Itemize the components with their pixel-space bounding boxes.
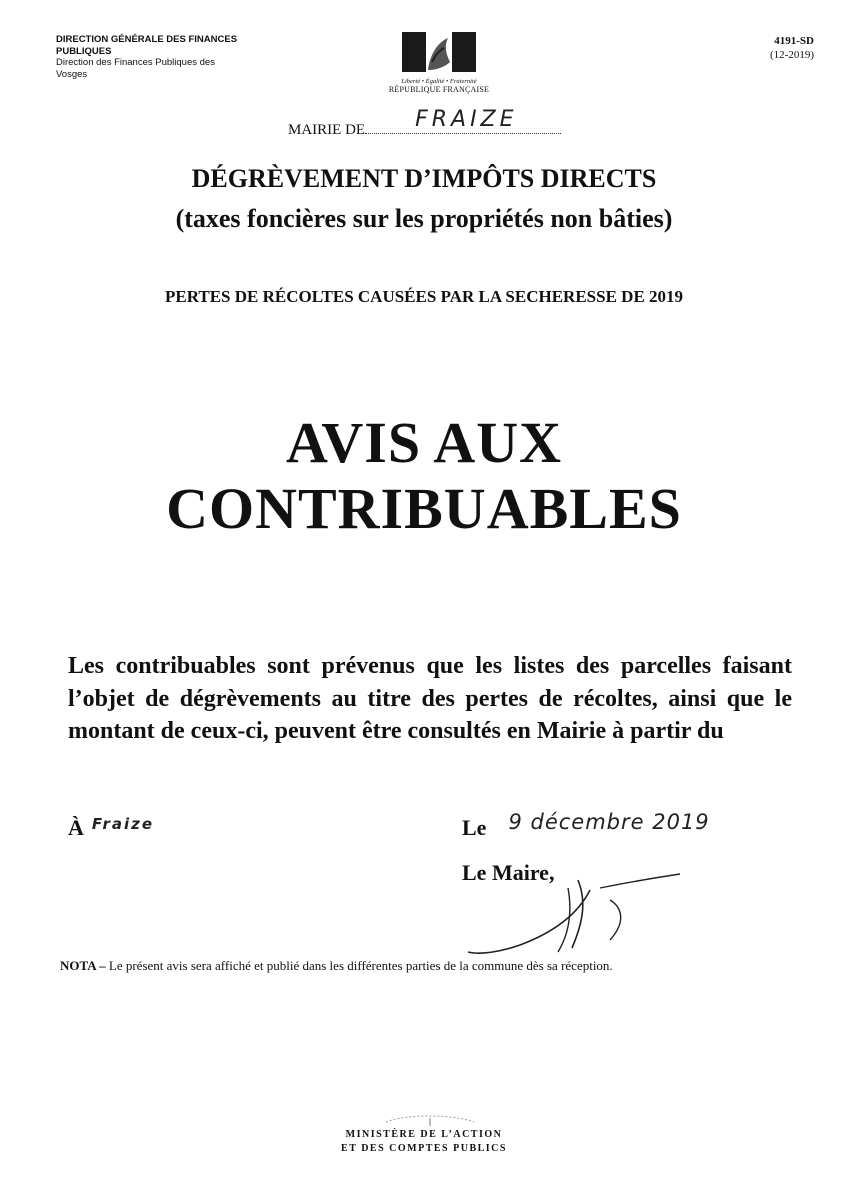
ministry-footer	[0, 1128, 848, 1156]
avis-heading-line-1: AVIS AUX	[285, 410, 563, 475]
date-handwritten: 9 décembre 2019	[508, 810, 710, 834]
mayor-label: Le Maire,	[462, 860, 555, 885]
document-title: DÉGRÈVEMENT D’IMPÔTS DIRECTS	[191, 164, 657, 193]
org-sub-line-2: Vosges	[56, 68, 88, 80]
document-subtitle: PERTES DE RÉCOLTES CAUSÉES PAR LA SECHERESSE DE 2019	[164, 287, 684, 306]
ministry-mark-icon	[382, 1110, 478, 1128]
ministry-footer-line-2: ET DES COMPTES PUBLICS	[341, 1143, 507, 1154]
commune-handwritten: FRAIZE	[415, 107, 518, 132]
org-line-1: DIRECTION GÉNÉRALE DES FINANCES	[56, 34, 238, 45]
form-code: 4191-SD	[774, 35, 814, 47]
issuing-organization	[56, 34, 316, 80]
place-label: À	[68, 815, 84, 840]
place-handwritten: Fraize	[91, 815, 155, 833]
org-sub-line-1: Direction des Finances Publiques des	[56, 57, 215, 68]
nota-label: NOTA –	[60, 958, 106, 973]
commune-field	[365, 107, 561, 134]
marianne-emblem-icon	[402, 32, 476, 72]
date-line	[462, 810, 710, 841]
republique-francaise-logo	[378, 32, 500, 94]
avis-heading	[0, 410, 848, 542]
mairie-line	[288, 107, 561, 139]
document-title-subline: (taxes foncières sur les propriétés non bâties)	[175, 204, 673, 233]
nota-text: Le présent avis sera affiché et publié dans les différentes parties de la commune dès sa réception.	[108, 958, 613, 973]
date-label: Le	[462, 815, 487, 840]
mayor-signature	[460, 860, 700, 960]
ministry-footer-line-1: MINISTÈRE DE L’ACTION	[345, 1129, 503, 1140]
org-line-2: PUBLIQUES	[56, 45, 112, 57]
place-line	[68, 815, 154, 841]
logo-republique-francaise: RÉPUBLIQUE FRANÇAISE	[388, 85, 490, 94]
form-reference	[770, 34, 814, 62]
logo-motto: Liberté • Égalité • Fraternité	[401, 78, 477, 85]
notice-body: Les contribuables sont prévenus que les listes des parcelles faisant l’objet de dégrèvements au titre des pertes de récoltes, ainsi que le montant de ceux-ci, peuvent être consultés en Mairie à partir du	[68, 653, 792, 744]
avis-heading-line-2: CONTRIBUABLES	[166, 476, 682, 541]
form-date: (12-2019)	[770, 49, 814, 61]
nota-line	[60, 958, 613, 974]
mairie-label: MAIRIE DE	[288, 122, 366, 138]
